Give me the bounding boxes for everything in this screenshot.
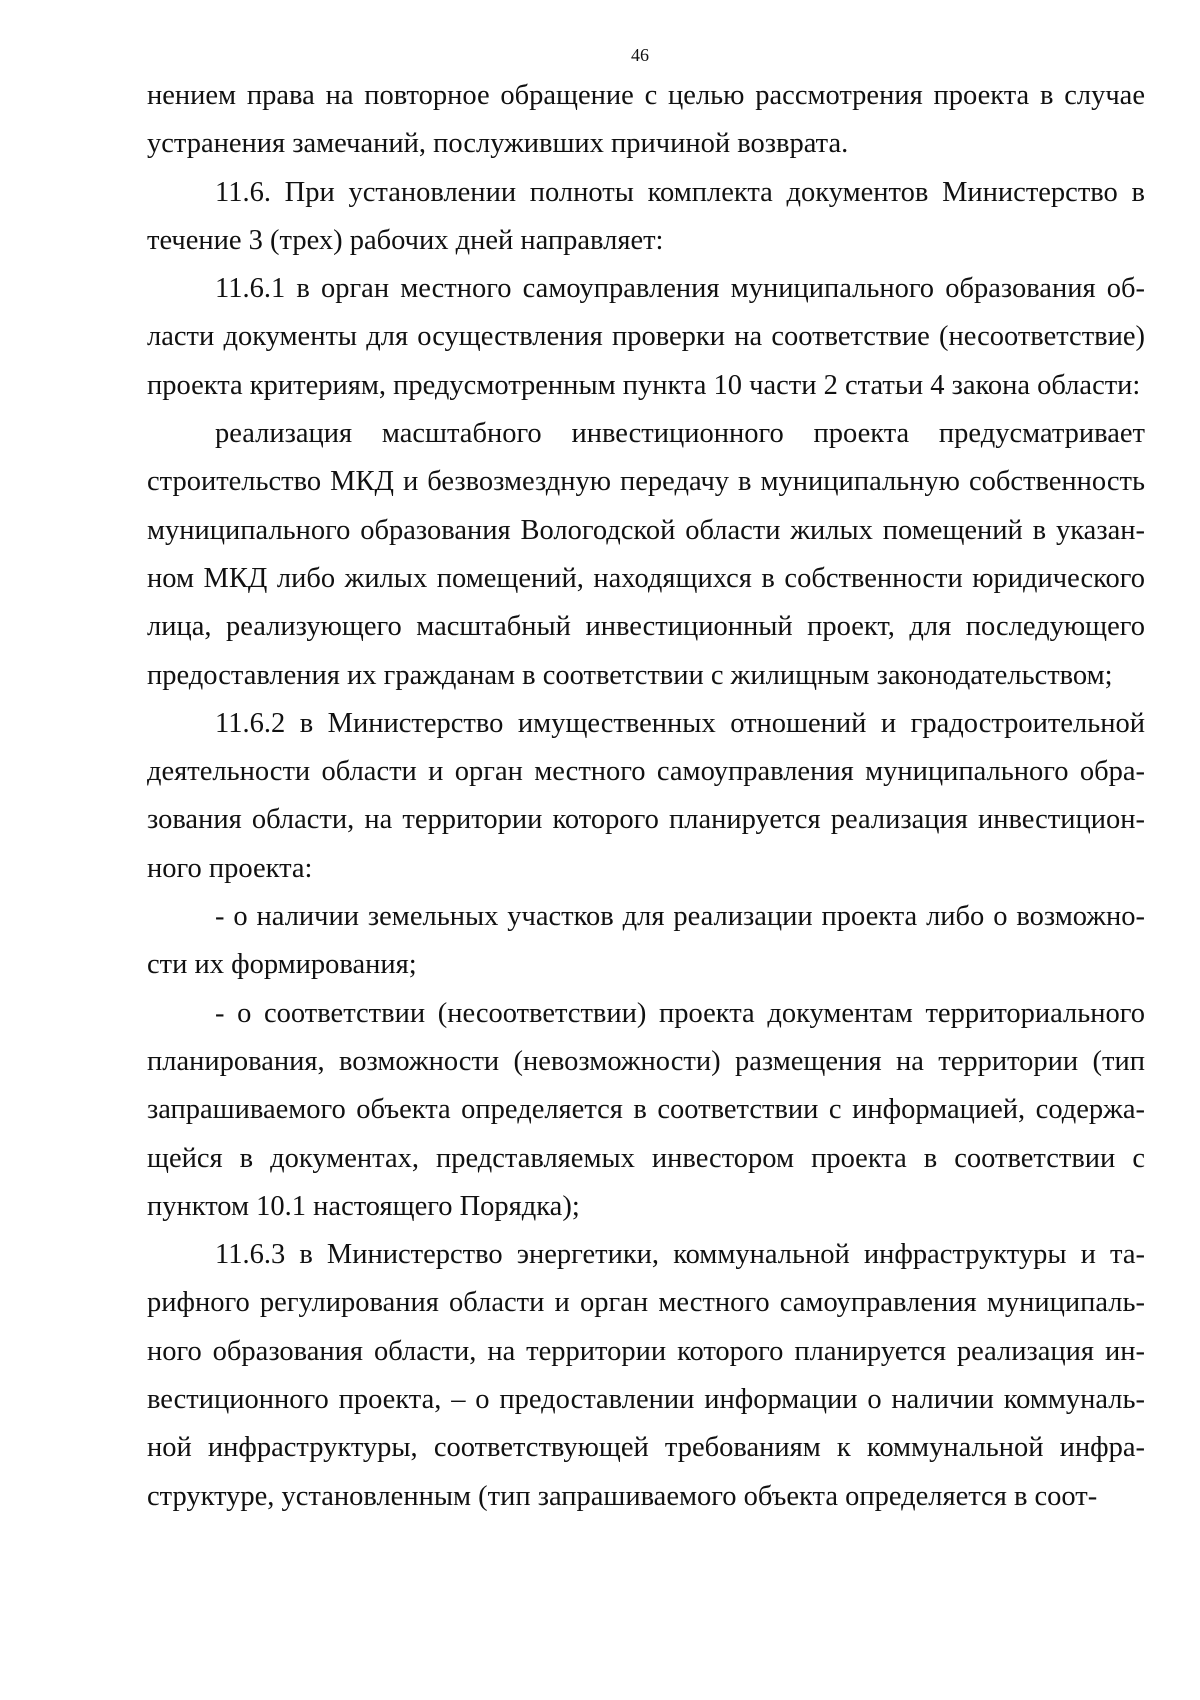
paragraph-criterion: реализация масштабного инвестиционного проекта предусматривает строительство МКД и безвозмездную передачу в муниципальную собственность муниципального образования Вологодской области жилых помещений в указанном МКД либо жилых помещений, находящихся в собственности юридического лица, реализующего масштабный инвестиционный проект, для последующего предоставления их гражданам в соответствии с жилищным законодательством; <box>147 418 1145 691</box>
page-number: 46 <box>631 45 649 65</box>
list-item-land-plots: - о наличии земельных участков для реализации проекта либо о возможности их формирования; <box>147 901 1145 981</box>
paragraph-11-6-2: 11.6.2 в Министерство имущественных отношений и градостроительной деятельности области и орган местного самоуправления муниципального образования области, на территории которого планируется реализация инвестиционного проекта: <box>147 707 1145 884</box>
paragraph-11-6-3: 11.6.3 в Министерство энергетики, коммунальной инфраструктуры и тарифного регулирования области и орган местного самоуправления муниципального образования области, на территории которого планируется реализация инвестиционного проекта, – о предоставлении информации о наличии коммунальной инфраструктуры, соответствующей требованиям к коммунальной инфраструктуре, установленным (тип запрашиваемого объекта определяется в соот- <box>147 1239 1145 1512</box>
document-body <box>147 72 1145 1521</box>
paragraph-11-6: 11.6. При установлении полноты комплекта документов Министерство в течение 3 (трех) рабочих дней направляет: <box>147 176 1145 256</box>
paragraph-continuation: нением права на повторное обращение с целью рассмотрения проекта в случае устранения замечаний, послуживших причиной возврата. <box>147 80 1145 160</box>
paragraph-11-6-1: 11.6.1 в орган местного самоуправления муниципального образования области документы для осуществления проверки на соответствие (несоответствие) проекта критериям, предусмотренным пункта 10 части 2 статьи 4 закона области: <box>147 273 1145 401</box>
list-item-planning-compliance: - о соответствии (несоответствии) проекта документам территориального планирования, возможности (невозможности) размещения на территории (тип запрашиваемого объекта определяется в соответствии с информацией, содержащейся в документах, представляемых инвестором проекта в соответствии с пунктом 10.1 настоящего Порядка); <box>147 997 1145 1222</box>
